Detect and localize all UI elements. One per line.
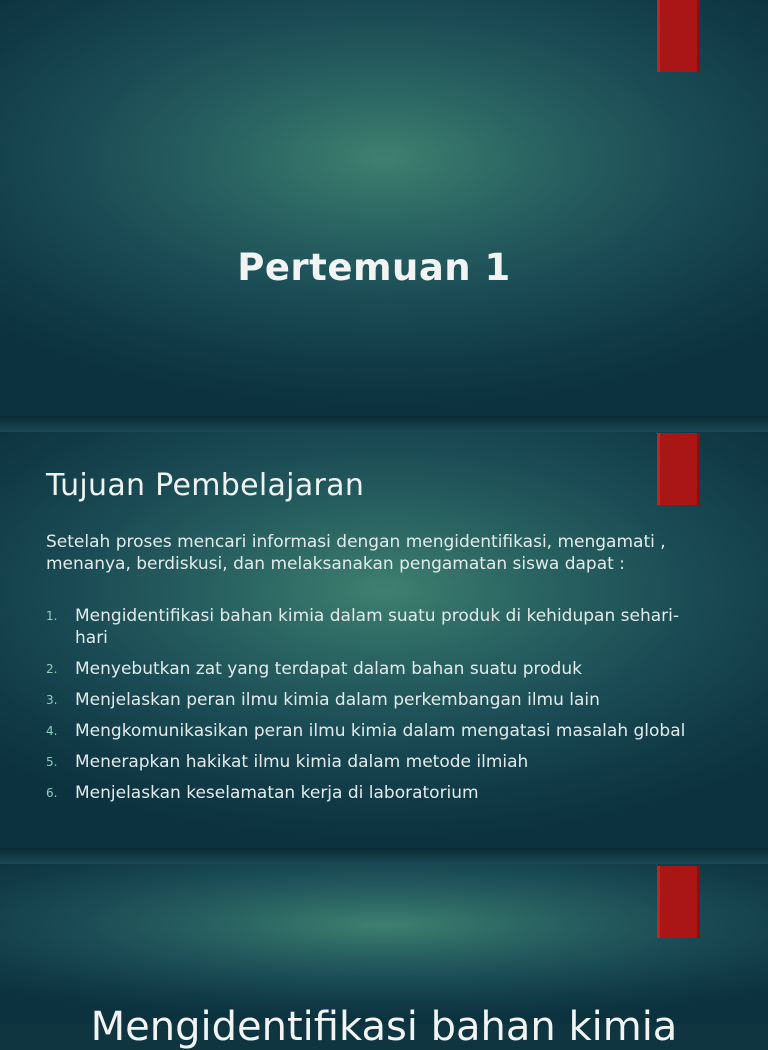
slide-title-text: Mengidentifikasi bahan kimia [90,1004,678,1050]
objectives-list [46,605,706,813]
objectives-intro: Setelah proses mencari informasi dengan mengidentifikasi, mengamati , menanya, berdiskusi, dan melaksanakan pengamatan siswa dapat : [46,532,666,574]
list-item-text: Menjelaskan peran ilmu kimia dalam perkembangan ilmu lain [75,690,600,710]
accent-bar [657,0,700,72]
list-item-text: Mengidentifikasi bahan kimia dalam suatu produk di kehidupan sehari-hari [75,606,679,648]
list-item-number: 5. [46,755,58,769]
slide-title [0,0,768,416]
slide-title-text: Pertemuan 1 [237,246,511,289]
list-item-number: 4. [46,724,58,738]
slide-divider [0,416,768,432]
list-item [46,782,706,804]
list-item-text: Menerapkan hakikat ilmu kimia dalam metode ilmiah [75,752,529,772]
list-item-number: 6. [46,786,58,800]
list-item [46,720,706,742]
list-item [46,605,706,649]
list-item [46,689,706,711]
list-item-number: 1. [46,609,58,623]
list-item-number: 2. [46,662,58,676]
list-item [46,658,706,680]
list-item-text: Mengkomunikasikan peran ilmu kimia dalam mengatasi masalah global [75,721,686,741]
slide-objectives [0,432,768,848]
list-item-number: 3. [46,693,58,707]
list-item-text: Menyebutkan zat yang terdapat dalam bahan suatu produk [75,659,582,679]
list-item-text: Menjelaskan keselamatan kerja di laboratorium [75,783,479,803]
slide-identify [0,864,768,1050]
accent-bar [657,866,700,938]
slide-divider [0,848,768,864]
objectives-heading: Tujuan Pembelajaran [46,468,365,503]
list-item [46,751,706,773]
accent-bar [657,433,700,505]
